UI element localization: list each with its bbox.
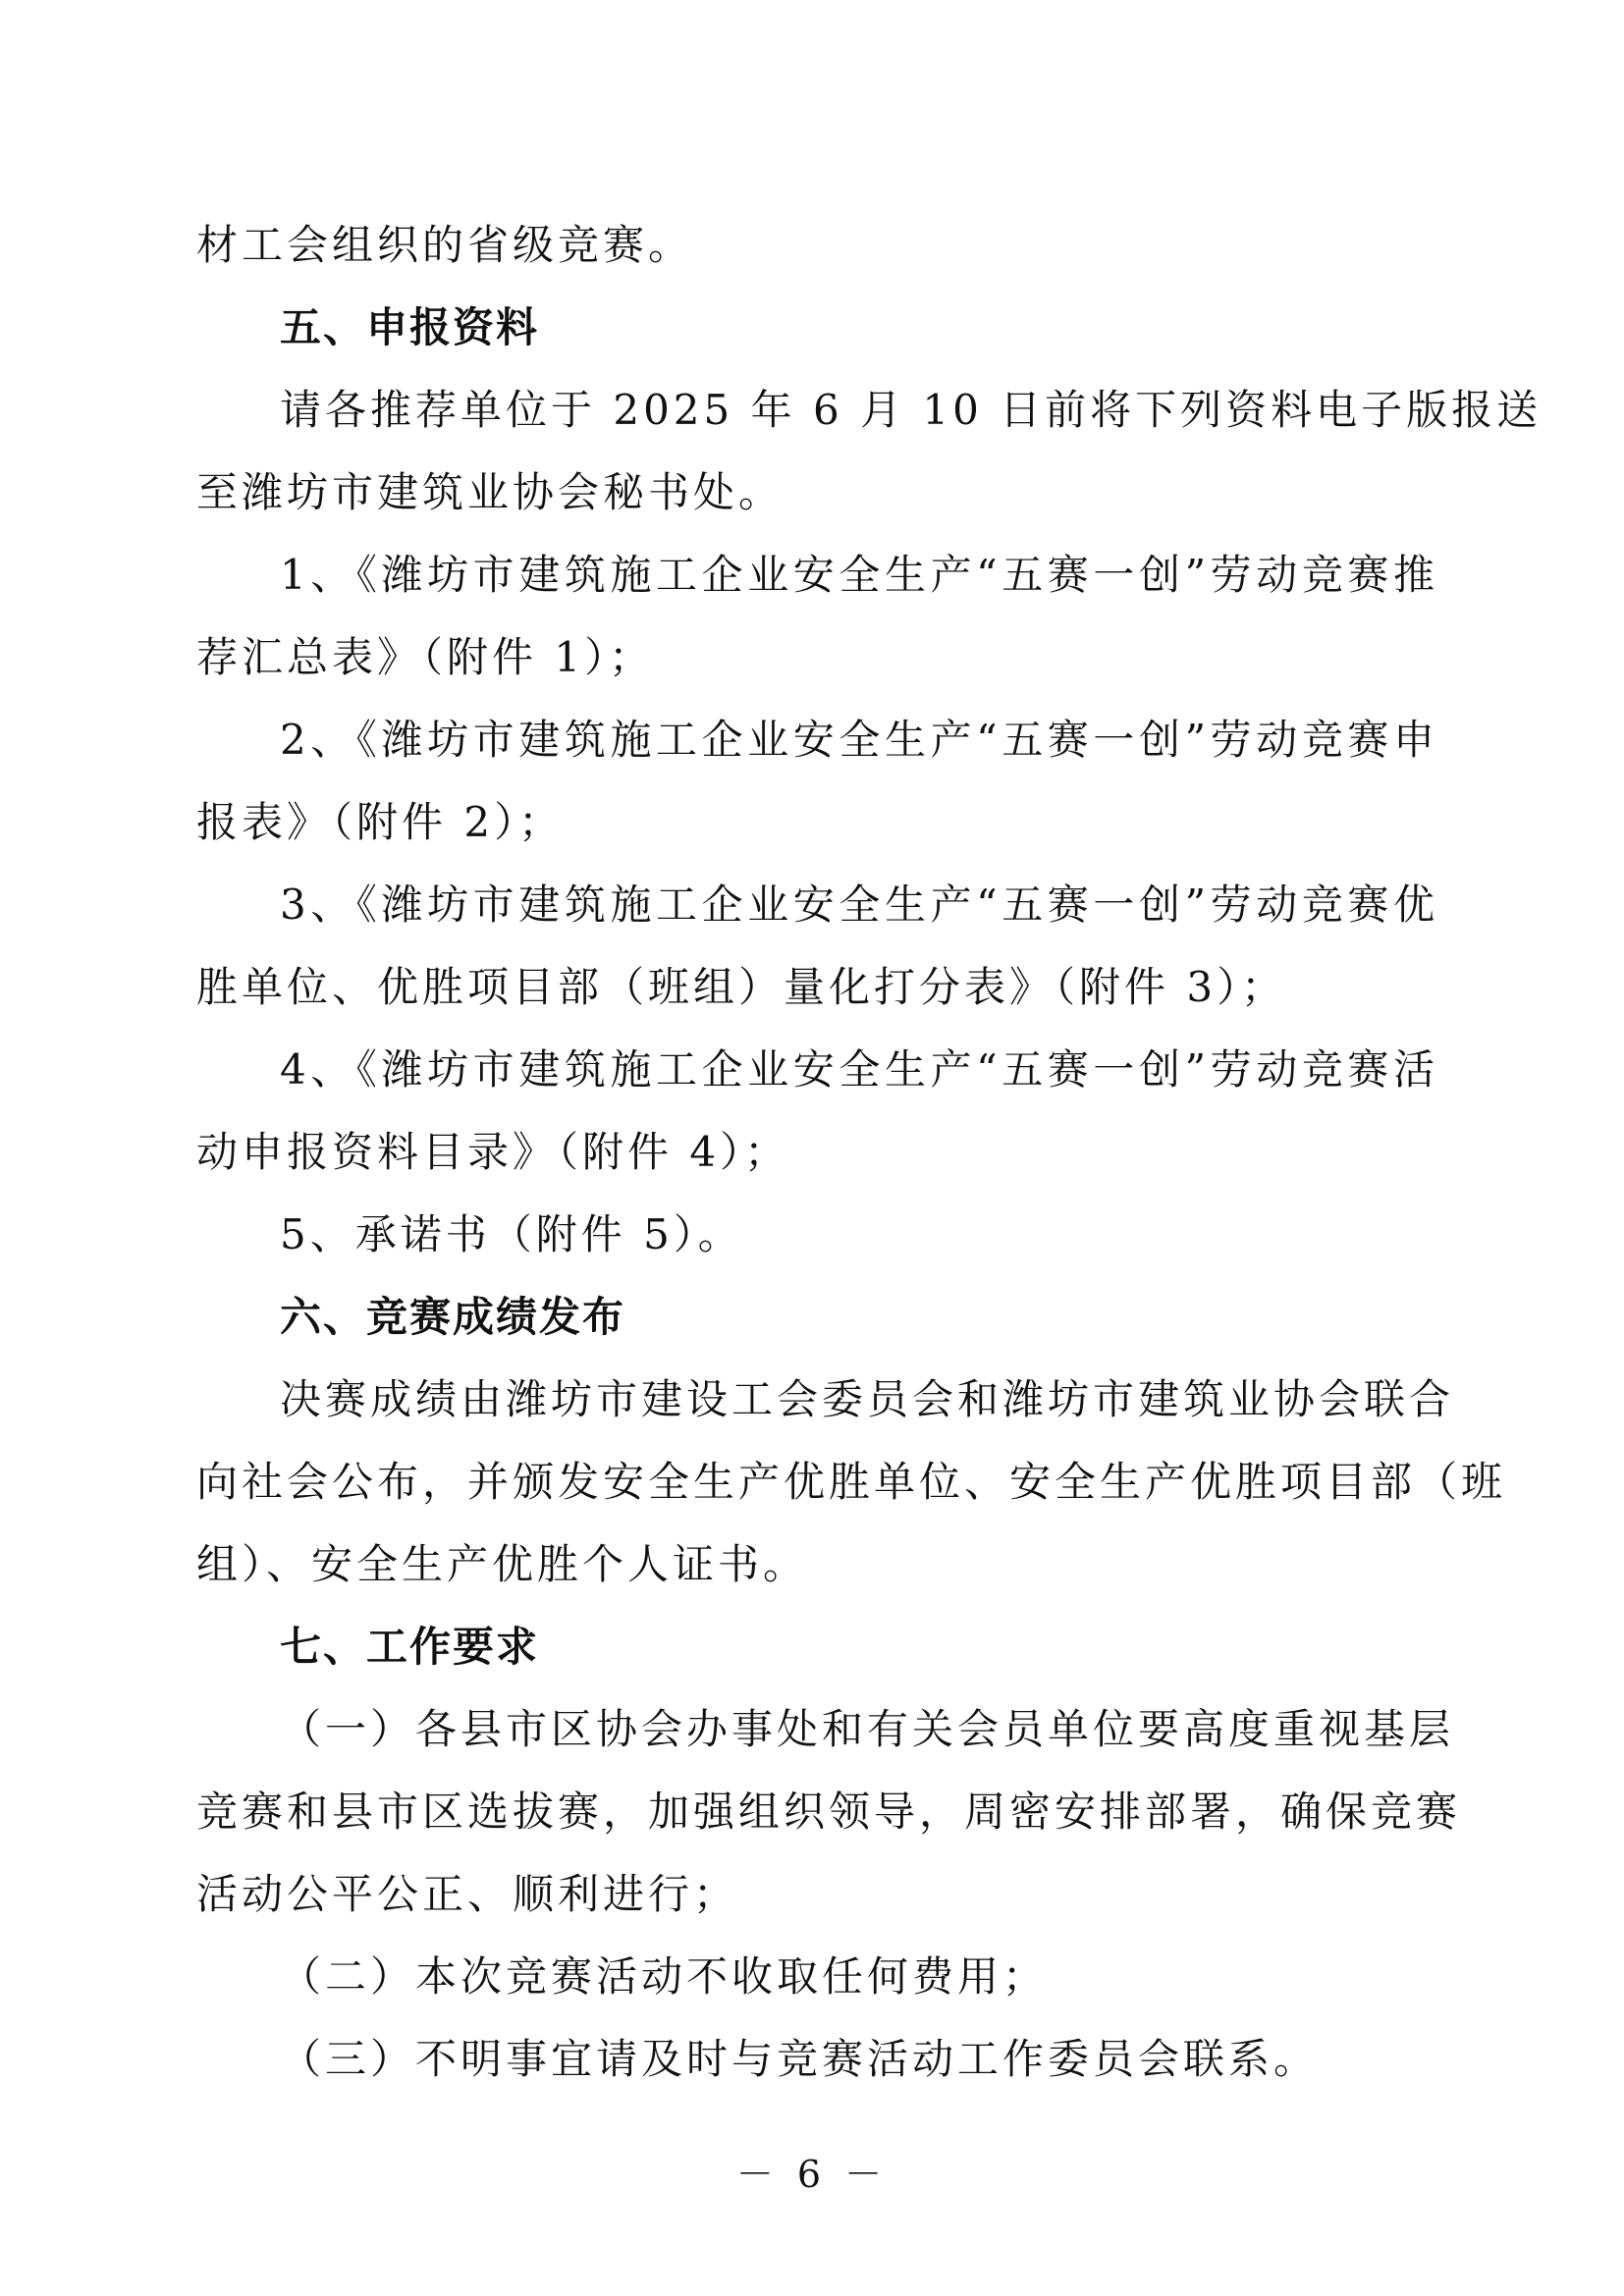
requirement-item-3: （三）不明事宜请及时与竞赛活动工作委员会联系。 <box>280 2035 1320 2083</box>
requirement-item-1: （一）各县市区协会办事处和有关会员单位要高度重视基层 <box>280 1705 1455 1753</box>
list-item-2-continued: 报表》（附件 2）； <box>196 798 565 846</box>
list-item-3-continued: 胜单位、优胜项目部（班组）量化打分表》（附件 3）； <box>196 963 1287 1011</box>
body-text-line: 至潍坊市建筑业协会秘书处。 <box>196 468 785 516</box>
page-number: － 6 － <box>735 2153 889 2196</box>
list-item-5: 5、承诺书（附件 5）。 <box>280 1210 743 1258</box>
body-text-line: 请各推荐单位于 2025 年 6 月 10 日前将下列资料电子版报送 <box>280 386 1543 434</box>
list-item-3: 3、《潍坊市建筑施工企业安全生产“五赛一创”劳动竞赛优 <box>280 881 1438 929</box>
section-heading-application-materials: 五、申报资料 <box>280 303 540 351</box>
list-item-1-continued: 荐汇总表》（附件 1）； <box>196 633 655 681</box>
requirement-item-1-continued: 竞赛和县市区选拔赛，加强组织领导，周密安排部署，确保竞赛 <box>196 1788 1462 1836</box>
body-text-line: 决赛成绩由潍坊市建设工会委员会和潍坊市建筑业协会联合 <box>280 1375 1455 1423</box>
list-item-4-continued: 动申报资料目录》（附件 4）； <box>196 1128 790 1176</box>
list-item-1: 1、《潍坊市建筑施工企业安全生产“五赛一创”劳动竞赛推 <box>280 551 1438 599</box>
list-item-4: 4、《潍坊市建筑施工企业安全生产“五赛一创”劳动竞赛活 <box>280 1045 1438 1094</box>
section-heading-results-release: 六、竞赛成绩发布 <box>280 1293 626 1341</box>
body-text-line: 向社会公布，并颁发安全生产优胜单位、安全生产优胜项目部（班 <box>196 1458 1507 1506</box>
body-text-line: 组）、安全生产优胜个人证书。 <box>196 1540 809 1588</box>
body-text-line: 材工会组织的省级竞赛。 <box>196 221 694 269</box>
section-heading-work-requirements: 七、工作要求 <box>280 1623 540 1671</box>
list-item-2: 2、《潍坊市建筑施工企业安全生产“五赛一创”劳动竞赛申 <box>280 716 1438 764</box>
requirement-item-1-continued: 活动公平公正、顺利进行； <box>196 1870 739 1918</box>
requirement-item-2: （二）本次竞赛活动不收取任何费用； <box>280 1952 1049 2001</box>
